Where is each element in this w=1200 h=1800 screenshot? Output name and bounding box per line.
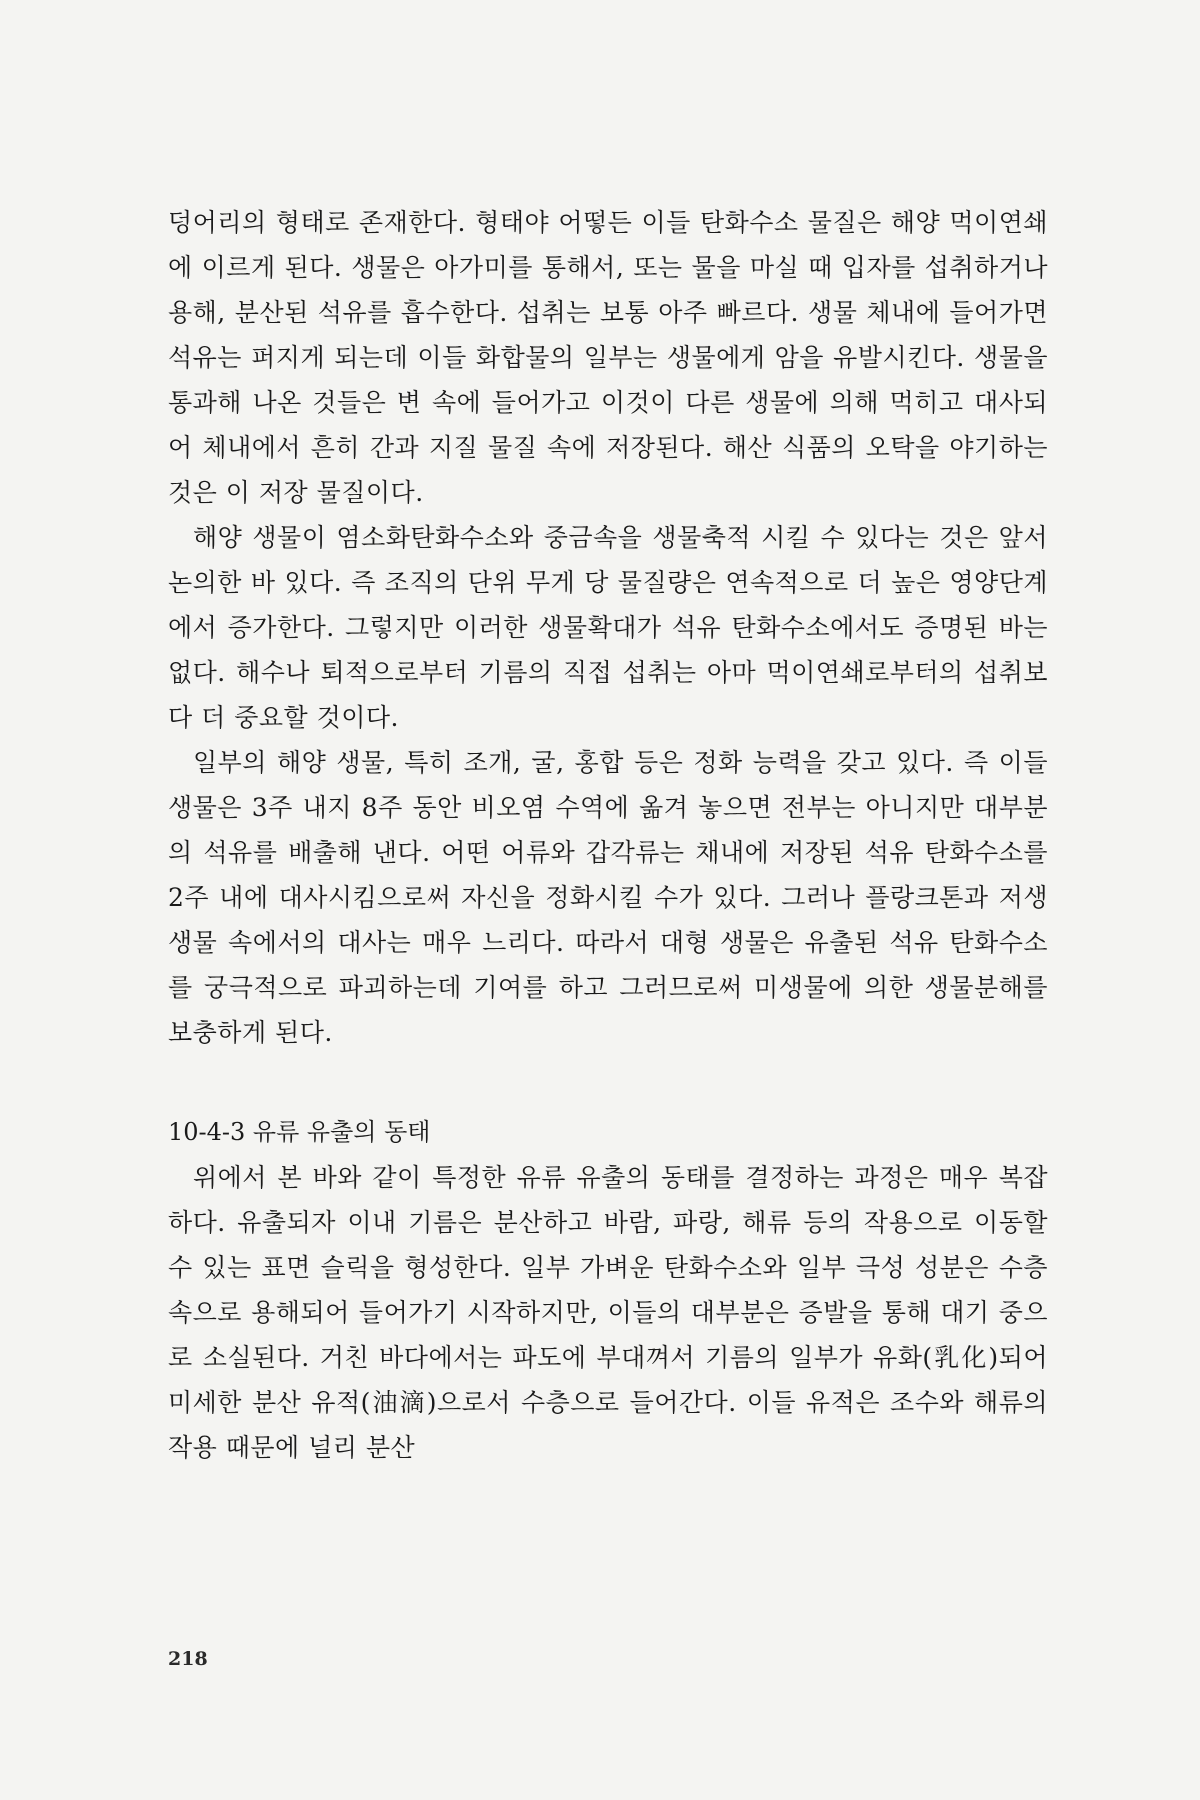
body-text	[168, 200, 1048, 1470]
page-number: 218	[168, 1648, 208, 1670]
paragraph-1: 덩어리의 형태로 존재한다. 형태야 어떻든 이들 탄화수소 물질은 해양 먹이연쇄에 이르게 된다. 생물은 아가미를 통해서, 또는 물을 마실 때 입자를 섭취하거나 용해, 분산된 석유를 흡수한다. 섭취는 보통 아주 빠르다. 생물 체내에 들어가면 석유는 퍼지게 되는데 이들 화합물의 일부는 생물에게 암을 유발시킨다. 생물을 통과해 나온 것들은 변 속에 들어가고 이것이 다른 생물에 의해 먹히고 대사되어 체내에서 흔히 간과 지질 물질 속에 저장된다. 해산 식품의 오탁을 야기하는 것은 이 저장 물질이다.	[168, 208, 1048, 507]
section-heading: 10-4-3 유류 유출의 동태	[168, 1118, 431, 1146]
paragraph-4: 위에서 본 바와 같이 특정한 유류 유출의 동태를 결정하는 과정은 매우 복잡하다. 유출되자 이내 기름은 분산하고 바람, 파랑, 해류 등의 작용으로 이동할 수 있는 표면 슬릭을 형성한다. 일부 가벼운 탄화수소와 일부 극성 성분은 수층 속으로 용해되어 들어가기 시작하지만, 이들의 대부분은 증발을 통해 대기 중으로 소실된다. 거친 바다에서는 파도에 부대껴서 기름의 일부가 유화(乳化)되어 미세한 분산 유적(油滴)으로서 수층으로 들어간다. 이들 유적은 조수와 해류의 작용 때문에 널리 분산	[168, 1163, 1048, 1462]
paragraph-2: 해양 생물이 염소화탄화수소와 중금속을 생물축적 시킬 수 있다는 것은 앞서 논의한 바 있다. 즉 조직의 단위 무게 당 물질량은 연속적으로 더 높은 영양단계에서 증가한다. 그렇지만 이러한 생물확대가 석유 탄화수소에서도 증명된 바는 없다. 해수나 퇴적으로부터 기름의 직접 섭취는 아마 먹이연쇄로부터의 섭취보다 더 중요할 것이다.	[168, 523, 1048, 732]
paragraph-3: 일부의 해양 생물, 특히 조개, 굴, 홍합 등은 정화 능력을 갖고 있다. 즉 이들 생물은 3주 내지 8주 동안 비오염 수역에 옮겨 놓으면 전부는 아니지만 대부분의 석유를 배출해 낸다. 어떤 어류와 갑각류는 채내에 저장된 석유 탄화수소를 2주 내에 대사시킴으로써 자신을 정화시킬 수가 있다. 그러나 플랑크톤과 저생생물 속에서의 대사는 매우 느리다. 따라서 대형 생물은 유출된 석유 탄화수소를 궁극적으로 파괴하는데 기여를 하고 그러므로써 미생물에 의한 생물분해를 보충하게 된다.	[168, 748, 1048, 1047]
